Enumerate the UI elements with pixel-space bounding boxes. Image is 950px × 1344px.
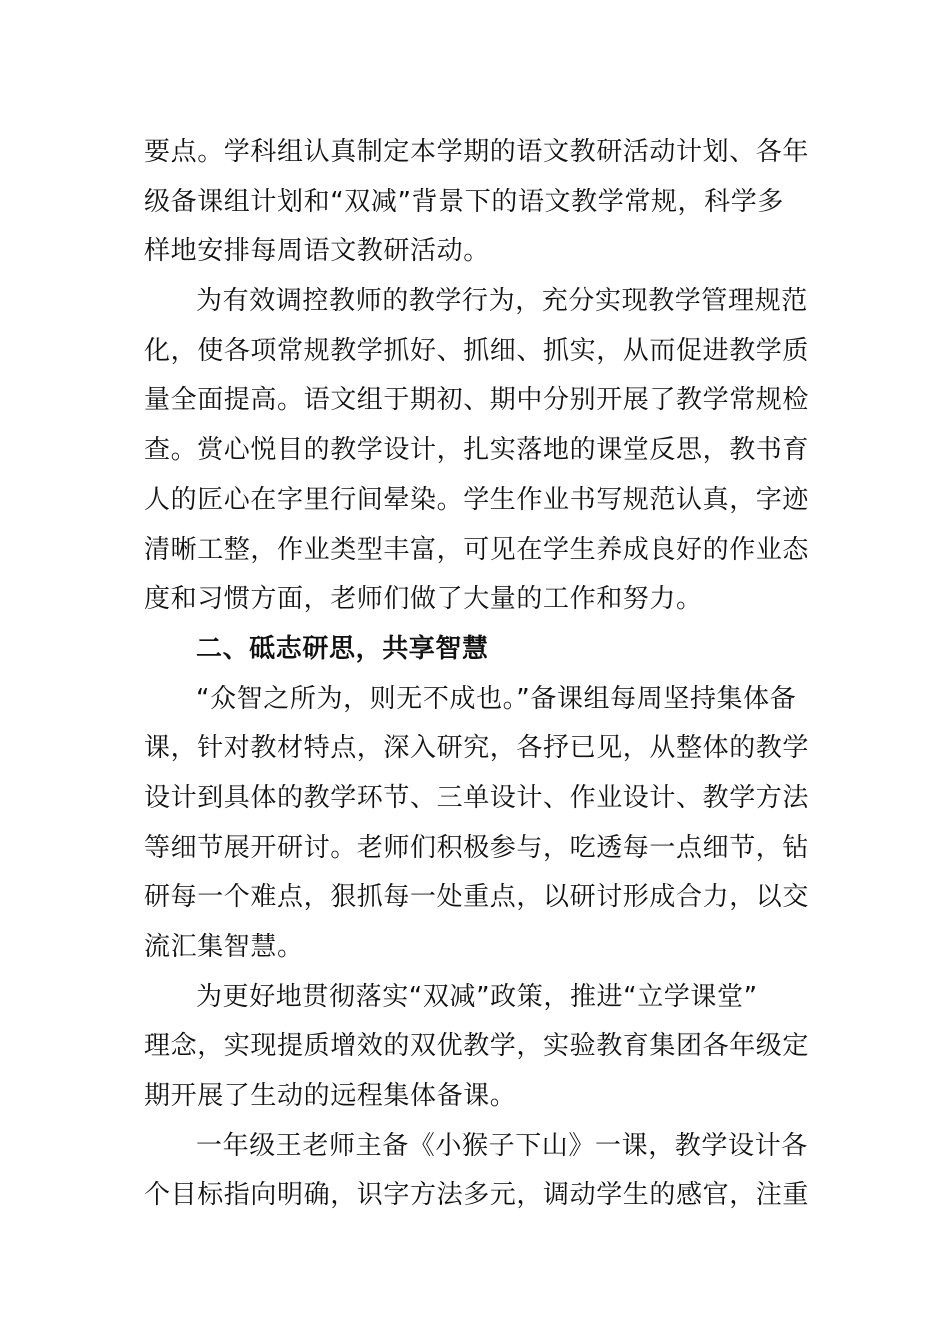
- text-line: 设计到具体的教学环节、三单设计、作业设计、教学方法: [144, 782, 810, 813]
- text-line: 研每一个难点，狠抓每一处重点，以研讨形成合力，以交: [144, 882, 810, 913]
- text-line: 化，使各项常规教学抓好、抓细、抓实，从而促进教学质: [144, 335, 810, 366]
- document-body: [144, 128, 808, 1221]
- text-line: 级备课组计划和“双减”背景下的语文教学常规，科学多: [144, 186, 784, 217]
- section-heading: 二、砥志研思，共享智慧: [196, 633, 489, 664]
- text-line: 清晰工整，作业类型丰富，可见在学生养成良好的作业态: [144, 534, 810, 565]
- text-line: 为有效调控教师的教学行为，充分实现教学管理规范: [196, 286, 808, 317]
- text-line: 理念，实现提质增效的双优教学，实验教育集团各年级定: [144, 1031, 810, 1062]
- text-line: 期开展了生动的远程集体备课。: [144, 1081, 517, 1112]
- text-line: 一年级王老师主备《小猴子下山》一课，教学设计各: [196, 1130, 808, 1161]
- text-line: 样地安排每周语文教研活动。: [144, 236, 490, 267]
- text-line: 个目标指向明确，识字方法多元，调动学生的感官，注重: [144, 1180, 810, 1211]
- text-line: 流汇集智慧。: [144, 932, 304, 962]
- text-line: 量全面提高。语文组于期初、期中分别开展了教学常规检: [144, 385, 810, 416]
- text-line: 等细节展开研讨。老师们积极参与，吃透每一点细节，钻: [144, 832, 810, 863]
- text-line: 要点。学科组认真制定本学期的语文教研活动计划、各年: [144, 137, 810, 167]
- text-line: 人的匠心在字里行间晕染。学生作业书写规范认真，字迹: [144, 484, 810, 515]
- text-line: 度和习惯方面，老师们做了大量的工作和努力。: [144, 584, 703, 615]
- text-line: 课，针对教材特点，深入研究，各抒已见，从整体的教学: [144, 733, 810, 764]
- text-line: 为更好地贯彻落实“双减”政策，推进“立学课堂”: [196, 981, 758, 1012]
- text-line: “众智之所为，则无不成也。”备课组每周坚持集体备: [196, 683, 797, 714]
- text-line: 查。赏心悦目的教学设计，扎实落地的课堂反思，教书育: [144, 435, 810, 466]
